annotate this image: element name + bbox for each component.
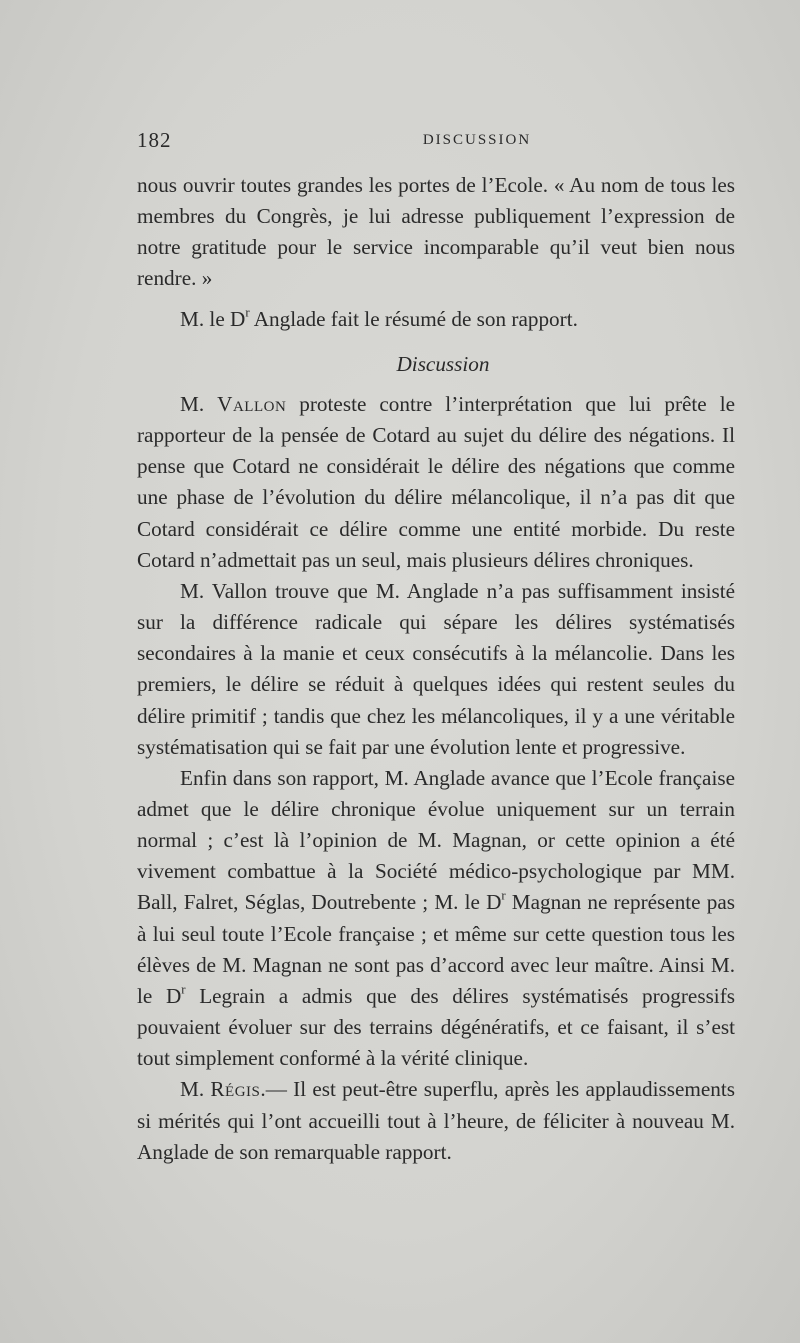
text-segment: Magnan ne représente pas à lui seul toute l’Ecole française ; et même sur cette question tous les élèves de M. Magnan ne sont pas d’accord avec leur maître. Ainsi M. le D [137, 890, 735, 1008]
section-heading: Discussion [396, 351, 490, 376]
paragraph-anglade-summary [137, 304, 735, 335]
text-segment: M. [180, 1077, 211, 1102]
page-header [137, 128, 737, 154]
paragraph-enfin [137, 763, 735, 1075]
paragraph-continuation: nous ouvrir toutes grandes les portes de l’Ecole. « Au nom de tous les membres du Congrès, je lui adresse publiquement l’expression de notre gratitude pour le service incomparable qu’il veut bien nous rendre. » [137, 173, 735, 291]
text-segment: Legrain a admis que des délires systématisés progressifs pouvaient évoluer sur des terrains dégénératifs, et ce faisant, il s’est tout simplement conformé à la vérité clinique. [137, 983, 735, 1071]
superscript: r [181, 982, 186, 997]
text-segment: Enfin dans son rapport, M. Anglade avance que l’Ecole française admet que le délire chronique évolue uniquement sur un terrain normal ; c’est là l’opinion de M. Magnan, or cette opinion a été vivement combattue à la Société médico-psychologique par MM. Ball, Falret, Séglas, Doutrebente ; M. le D [137, 765, 735, 915]
page-number: 182 [137, 128, 172, 152]
speaker-name: Régis [210, 1077, 261, 1102]
text-segment: M. le D [180, 306, 246, 331]
text-segment: proteste contre l’interprétation que lui prête le rapporteur de la pensée de Cotard au sujet du délire des négations. Il pense que Cotard ne considérait le délire des négations que comme une phase de l’évolution du délire mélancolique, il n’a pas dit que Cotard considérait ce délire comme une entité morbide. Du reste Cotard n’admettait pas un seul, mais plusieurs délires chroniques. [137, 391, 735, 572]
superscript: r [245, 305, 250, 320]
superscript: r [501, 888, 506, 903]
running-title: DISCUSSION [422, 132, 532, 148]
speaker-name: Vallon [217, 391, 287, 416]
text-segment: M. [180, 391, 218, 416]
text-segment: Anglade fait le résumé de son rapport. [249, 306, 578, 331]
paragraph-regis [137, 1074, 735, 1167]
text-segment: .— Il est peut-être superflu, après les applaudissements si mérités qui l’ont accueilli tout à l’heure, de féliciter à nouveau M. Anglade de son remarquable rapport. [137, 1077, 736, 1164]
page-body [137, 170, 735, 1168]
paragraph-vallon [137, 389, 735, 576]
paragraph-vallon-2: M. Vallon trouve que M. Anglade n’a pas suffisamment insisté sur la différence radicale qui sépare les délires systématisés secondaires à la manie et ceux consécutifs à la mélancolie. Dans les premiers, le délire se réduit à quelques idées qui restent seules du délire primitif ; tandis que chez les mélancoliques, il y a une véritable systématisation qui se fait par une évolution lente et progressive. [137, 578, 735, 759]
